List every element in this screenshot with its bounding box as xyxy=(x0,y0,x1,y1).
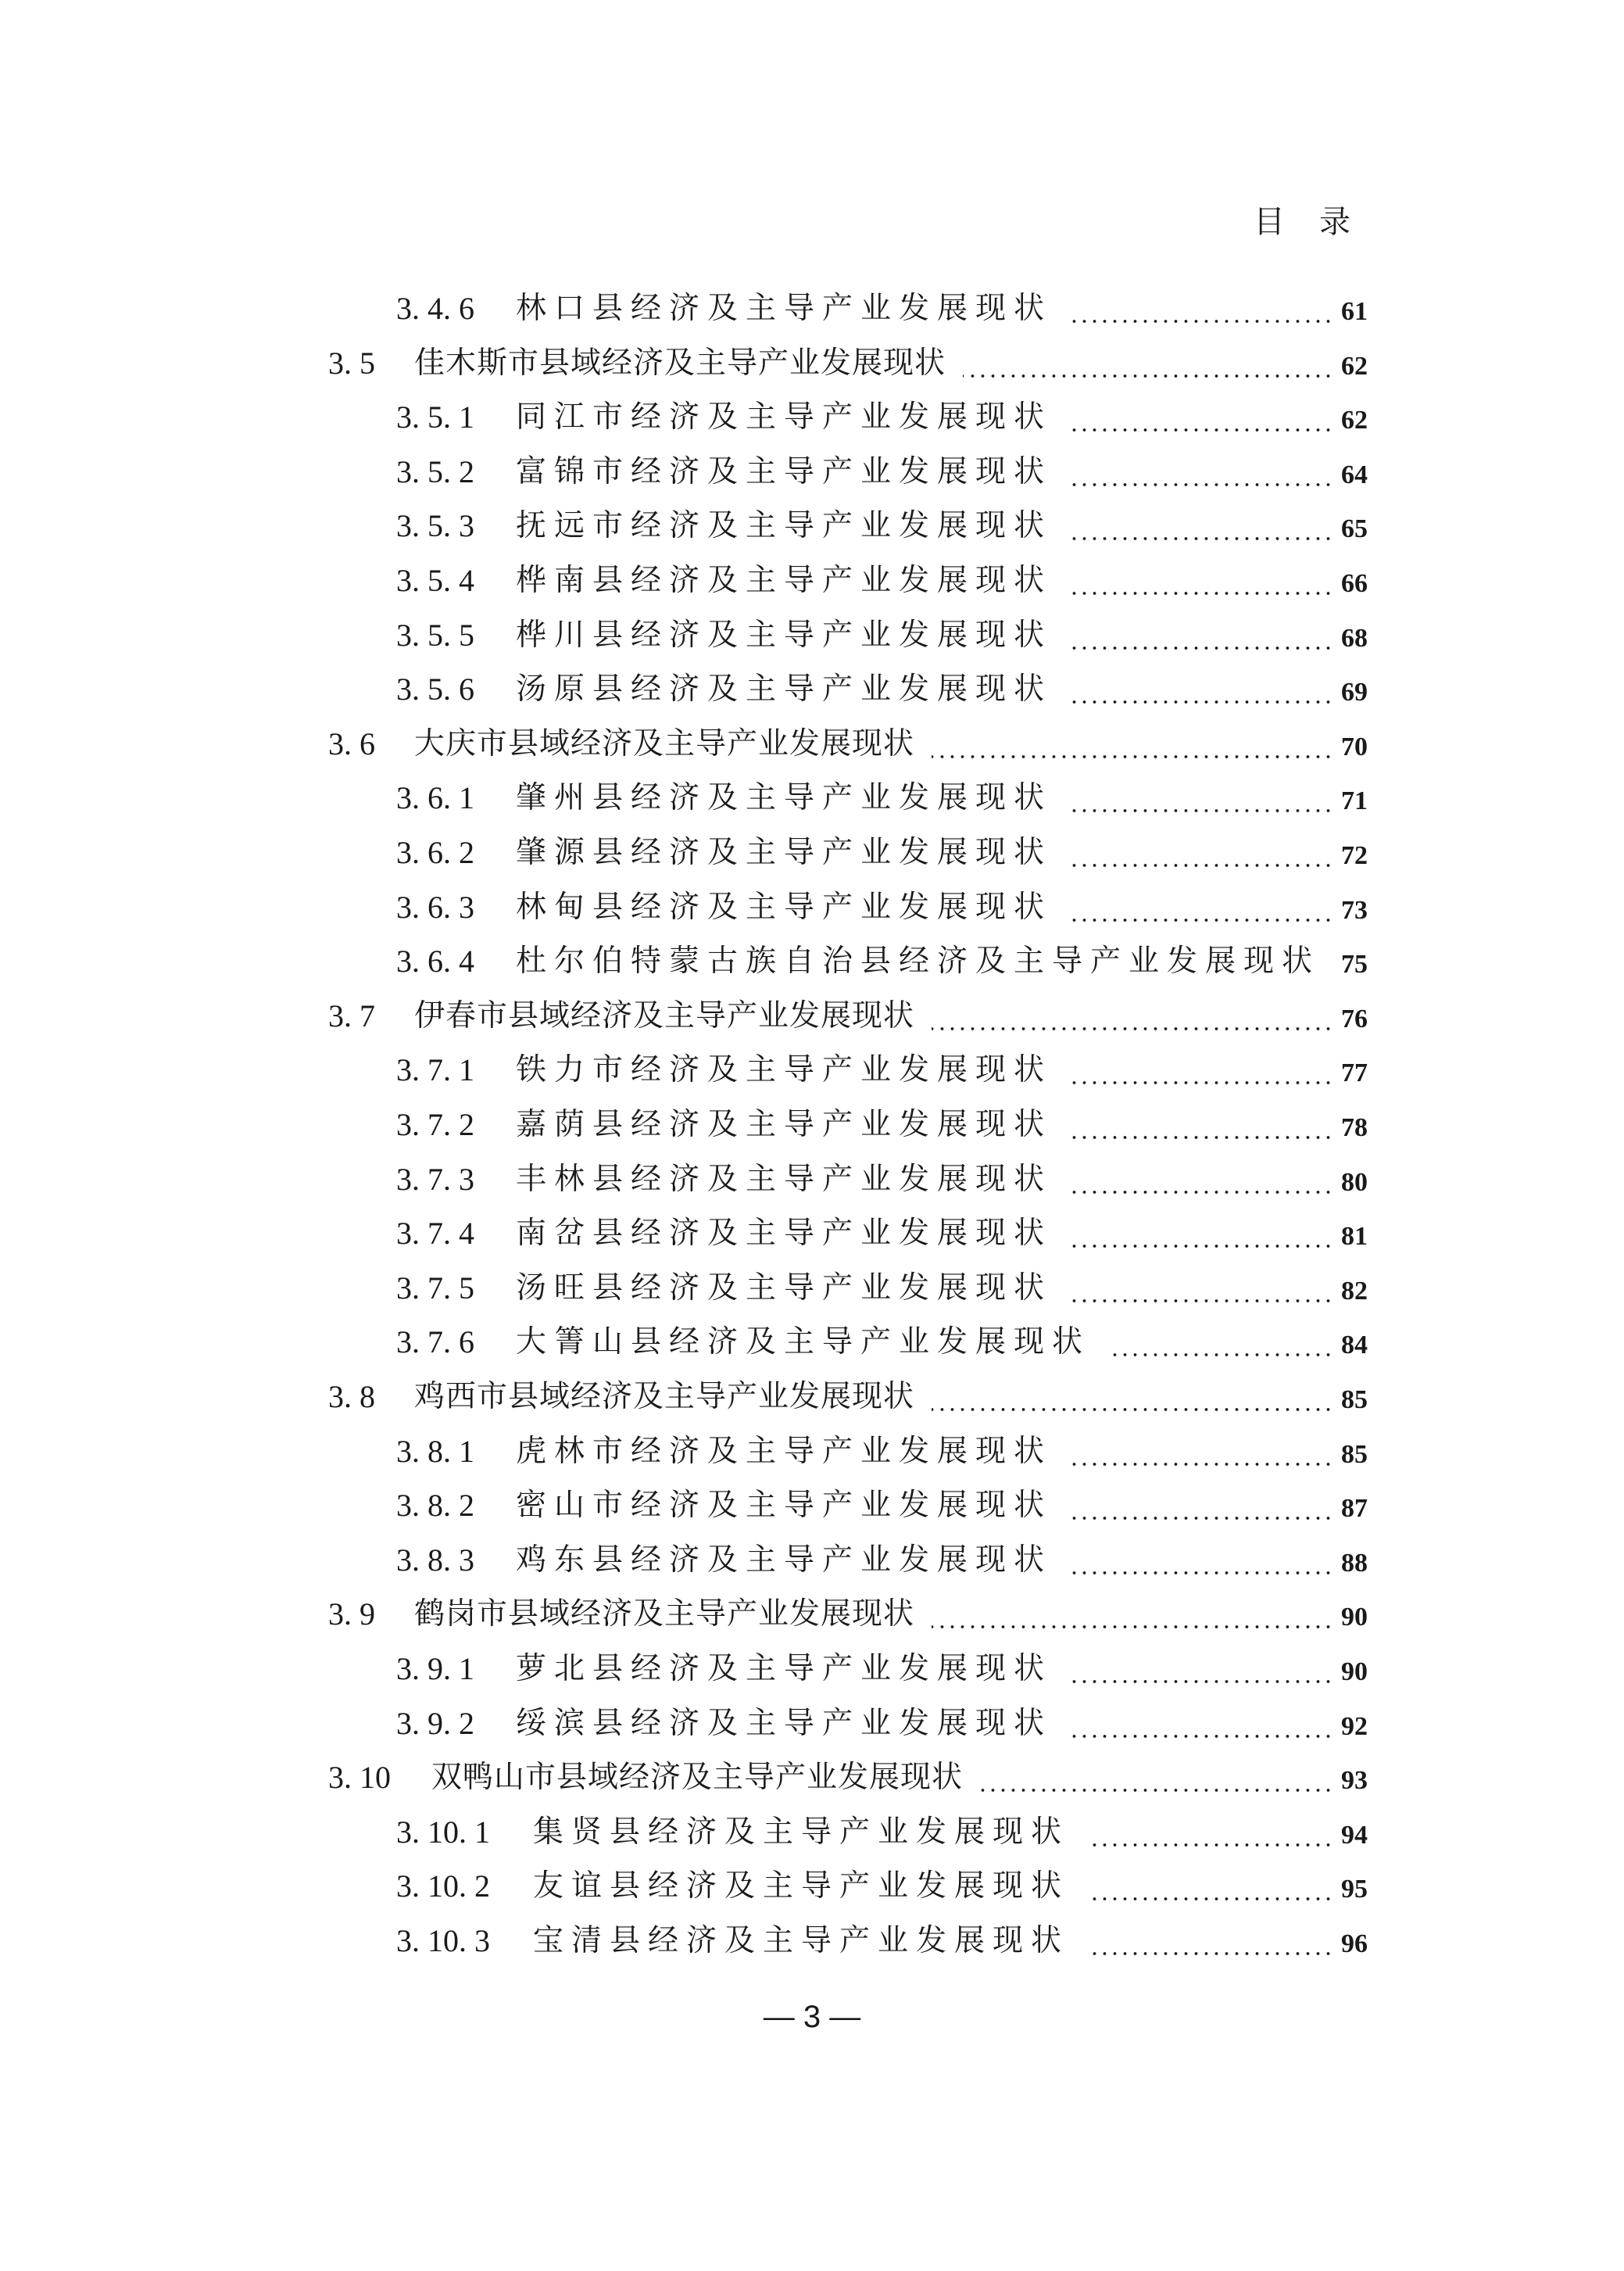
toc-leader-dots xyxy=(1069,1571,1333,1575)
toc-entry-title: 大箐山县经济及主导产业发展现状 xyxy=(516,1324,1091,1360)
toc-entry[interactable] xyxy=(0,1261,1624,1316)
toc-entry-number: 3. 8. 1 xyxy=(396,1433,474,1469)
toc-entry[interactable] xyxy=(0,989,1624,1044)
toc-entry-number: 3. 7. 2 xyxy=(396,1107,474,1142)
toc-leader-dots xyxy=(1069,428,1333,432)
toc-entry-title: 桦南县经济及主导产业发展现状 xyxy=(516,563,1053,598)
toc-leader-dots xyxy=(1069,918,1333,922)
toc-entry[interactable] xyxy=(0,662,1624,717)
toc-entry-title: 丰林县经济及主导产业发展现状 xyxy=(516,1161,1053,1197)
toc-entry-page: 72 xyxy=(1341,841,1368,870)
toc-leader-dots xyxy=(932,1624,1333,1629)
toc-entry-number: 3. 9. 1 xyxy=(396,1651,474,1686)
toc-entry-page: 81 xyxy=(1341,1222,1368,1252)
toc-entry[interactable] xyxy=(0,1478,1624,1533)
toc-entry[interactable] xyxy=(0,934,1624,989)
toc-entry-title: 鸡东县经济及主导产业发展现状 xyxy=(516,1542,1053,1578)
toc-entry-number: 3. 5. 1 xyxy=(396,399,474,435)
toc-entry-page: 94 xyxy=(1341,1820,1368,1850)
toc-leader-dots xyxy=(1069,863,1333,868)
toc-entry-page: 85 xyxy=(1341,1385,1368,1414)
toc-leader-dots xyxy=(1069,1135,1333,1140)
toc-entry[interactable] xyxy=(0,1587,1624,1642)
toc-entry[interactable] xyxy=(0,608,1624,663)
toc-entry-page: 62 xyxy=(1341,351,1368,381)
toc-entry-number: 3. 4. 6 xyxy=(396,291,474,326)
toc-entry-number: 3. 5. 5 xyxy=(396,617,474,653)
toc-leader-dots xyxy=(1069,1080,1333,1085)
toc-leader-dots xyxy=(1069,591,1333,596)
toc-leader-dots xyxy=(1069,1298,1333,1303)
toc-entry-number: 3. 10. 1 xyxy=(396,1814,490,1850)
toc-entry[interactable] xyxy=(0,1914,1624,1968)
toc-entry-title: 友谊县经济及主导产业发展现状 xyxy=(533,1868,1070,1904)
toc-entry-page: 64 xyxy=(1341,460,1368,489)
toc-entry-number: 3. 8 xyxy=(328,1379,375,1414)
toc-entry-number: 3. 9 xyxy=(328,1596,375,1632)
toc-entry-number: 3. 6. 4 xyxy=(396,944,474,980)
toc-entry-page: 73 xyxy=(1341,895,1368,925)
toc-entry[interactable] xyxy=(0,1424,1624,1479)
toc-entry[interactable] xyxy=(0,1805,1624,1860)
toc-entry-title: 佳木斯市县域经济及主导产业发展现状 xyxy=(414,345,946,381)
toc-entry-title: 伊春市县域经济及主导产业发展现状 xyxy=(414,998,915,1033)
toc-entry-title: 同江市经济及主导产业发展现状 xyxy=(516,399,1053,435)
toc-entry-title: 抚远市经济及主导产业发展现状 xyxy=(516,508,1053,544)
toc-entry-page: 76 xyxy=(1341,1004,1368,1033)
toc-entry-title: 鹤岗市县域经济及主导产业发展现状 xyxy=(414,1596,915,1632)
toc-entry-number: 3. 7. 3 xyxy=(396,1161,474,1197)
toc-entry[interactable] xyxy=(0,1206,1624,1261)
toc-entry[interactable] xyxy=(0,281,1624,336)
toc-entry[interactable] xyxy=(0,499,1624,553)
toc-entry-title: 汤原县经济及主导产业发展现状 xyxy=(516,672,1053,707)
toc-entry-number: 3. 7. 5 xyxy=(396,1270,474,1306)
toc-leader-dots xyxy=(1069,1462,1333,1467)
toc-entry-title: 肇州县经济及主导产业发展现状 xyxy=(516,780,1053,816)
toc-entry-number: 3. 5. 4 xyxy=(396,563,474,598)
toc-entry-number: 3. 10 xyxy=(328,1760,391,1796)
toc-entry-page: 75 xyxy=(1341,950,1368,980)
toc-entry[interactable] xyxy=(0,1859,1624,1914)
toc-entry-title: 鸡西市县域经济及主导产业发展现状 xyxy=(414,1379,915,1414)
toc-entry-title: 绥滨县经济及主导产业发展现状 xyxy=(516,1705,1053,1741)
toc-leader-dots xyxy=(1069,1516,1333,1521)
toc-entry-page: 88 xyxy=(1341,1548,1368,1578)
toc-entry-title: 南岔县经济及主导产业发展现状 xyxy=(516,1216,1053,1252)
toc-leader-dots xyxy=(1069,1679,1333,1684)
toc-entry-number: 3. 7. 1 xyxy=(396,1052,474,1088)
toc-entry-number: 3. 7. 6 xyxy=(396,1324,474,1360)
toc-entry-page: 66 xyxy=(1341,569,1368,598)
toc-entry-title: 林口县经济及主导产业发展现状 xyxy=(516,291,1053,326)
toc-leader-dots xyxy=(1107,1352,1333,1357)
toc-leader-dots xyxy=(1069,482,1333,487)
toc-entry[interactable] xyxy=(0,1043,1624,1098)
toc-entry-number: 3. 8. 3 xyxy=(396,1542,474,1578)
toc-leader-dots xyxy=(932,1026,1333,1031)
toc-entry-title: 汤旺县经济及主导产业发展现状 xyxy=(516,1270,1053,1306)
toc-entry-title: 大庆市县域经济及主导产业发展现状 xyxy=(414,725,915,761)
toc-leader-dots xyxy=(963,374,1333,378)
toc-entry[interactable] xyxy=(0,771,1624,826)
toc-entry-page: 78 xyxy=(1341,1113,1368,1142)
toc-entry[interactable] xyxy=(0,880,1624,935)
toc-leader-dots xyxy=(1069,1190,1333,1195)
toc-leader-dots xyxy=(1086,1897,1333,1901)
toc-entry-number: 3. 7. 4 xyxy=(396,1216,474,1252)
toc-entry[interactable] xyxy=(0,390,1624,445)
toc-entry[interactable] xyxy=(0,1315,1624,1370)
toc-entry-title: 林甸县经济及主导产业发展现状 xyxy=(516,889,1053,925)
toc-leader-dots xyxy=(980,1788,1333,1793)
toc-entry-page: 65 xyxy=(1341,514,1368,544)
toc-entry-number: 3. 9. 2 xyxy=(396,1705,474,1741)
toc-leader-dots xyxy=(1086,1843,1333,1847)
toc-entry[interactable] xyxy=(0,1533,1624,1588)
page-number: — 3 — xyxy=(763,2000,861,2034)
toc-entry-number: 3. 6. 2 xyxy=(396,835,474,870)
toc-entry-number: 3. 10. 2 xyxy=(396,1868,490,1904)
toc-leader-dots xyxy=(1069,1734,1333,1739)
toc-entry[interactable] xyxy=(0,1750,1624,1805)
toc-entry-number: 3. 5 xyxy=(328,345,375,381)
toc-entry-title: 萝北县经济及主导产业发展现状 xyxy=(516,1651,1053,1686)
toc-entry-page: 92 xyxy=(1341,1711,1368,1741)
toc-entry[interactable] xyxy=(0,1370,1624,1424)
toc-entry-page: 87 xyxy=(1341,1494,1368,1524)
toc-leader-dots xyxy=(1086,1951,1333,1956)
toc-entry-number: 3. 5. 2 xyxy=(396,453,474,489)
toc-leader-dots xyxy=(1069,536,1333,541)
toc-entry[interactable] xyxy=(0,1696,1624,1751)
toc-entry[interactable] xyxy=(0,826,1624,880)
toc-entry-title: 虎林市经济及主导产业发展现状 xyxy=(516,1433,1053,1469)
toc-leader-dots xyxy=(1069,1244,1333,1248)
toc-entry-title: 嘉荫县经济及主导产业发展现状 xyxy=(516,1107,1053,1142)
toc-entry-number: 3. 5. 6 xyxy=(396,672,474,707)
toc-entry[interactable] xyxy=(0,1098,1624,1152)
toc-entry-page: 84 xyxy=(1341,1331,1368,1360)
toc-entry-number: 3. 5. 3 xyxy=(396,508,474,544)
toc-entry-page: 95 xyxy=(1341,1875,1368,1904)
toc-leader-dots xyxy=(1069,646,1333,650)
toc-entry[interactable] xyxy=(0,336,1624,391)
toc-entry[interactable] xyxy=(0,445,1624,500)
toc-leader-dots xyxy=(1069,700,1333,704)
toc-entry-page: 90 xyxy=(1341,1657,1368,1686)
toc-entry-page: 80 xyxy=(1341,1167,1368,1197)
toc-entry-page: 90 xyxy=(1341,1603,1368,1632)
toc-entry-number: 3. 10. 3 xyxy=(396,1923,490,1958)
running-head: 目录 xyxy=(1254,204,1385,240)
toc-entry-number: 3. 6 xyxy=(328,725,375,761)
toc-entry-title: 密山市经济及主导产业发展现状 xyxy=(516,1488,1053,1524)
toc-entry-page: 70 xyxy=(1341,732,1368,761)
toc-entry-number: 3. 6. 1 xyxy=(396,780,474,816)
toc-entry-page: 93 xyxy=(1341,1766,1368,1796)
toc-entry-title: 肇源县经济及主导产业发展现状 xyxy=(516,835,1053,870)
toc-entry-number: 3. 8. 2 xyxy=(396,1488,474,1524)
toc-entry-title: 桦川县经济及主导产业发展现状 xyxy=(516,617,1053,653)
toc-entry-title: 双鸭山市县域经济及主导产业发展现状 xyxy=(431,1760,964,1796)
toc-leader-dots xyxy=(932,1407,1333,1412)
toc-entry-page: 82 xyxy=(1341,1276,1368,1306)
toc-leader-dots xyxy=(1069,808,1333,813)
toc-entry-title: 铁力市经济及主导产业发展现状 xyxy=(516,1052,1053,1088)
toc-entry-page: 69 xyxy=(1341,678,1368,707)
toc-entry[interactable] xyxy=(0,717,1624,772)
toc-entry-title: 富锦市经济及主导产业发展现状 xyxy=(516,453,1053,489)
toc-entry-page: 77 xyxy=(1341,1058,1368,1088)
toc-entry-number: 3. 6. 3 xyxy=(396,889,474,925)
toc-leader-dots xyxy=(1069,319,1333,324)
toc-entry-title: 集贤县经济及主导产业发展现状 xyxy=(533,1814,1070,1850)
toc-entry-page: 62 xyxy=(1341,406,1368,435)
toc-entry-page: 61 xyxy=(1341,297,1368,326)
toc-entry-page: 85 xyxy=(1341,1439,1368,1469)
toc-entry-page: 71 xyxy=(1341,786,1368,816)
toc-leader-dots xyxy=(932,754,1333,759)
toc-entry-page: 68 xyxy=(1341,623,1368,653)
toc-entry-page: 96 xyxy=(1341,1929,1368,1958)
toc-entry[interactable] xyxy=(0,1642,1624,1696)
toc-entry-number: 3. 7 xyxy=(328,998,375,1033)
toc-entry-title: 杜尔伯特蒙古族自治县经济及主导产业发展现状 xyxy=(516,944,1321,980)
toc-entry-title: 宝清县经济及主导产业发展现状 xyxy=(533,1923,1070,1958)
toc-entry[interactable] xyxy=(0,553,1624,608)
toc-entry[interactable] xyxy=(0,1152,1624,1207)
